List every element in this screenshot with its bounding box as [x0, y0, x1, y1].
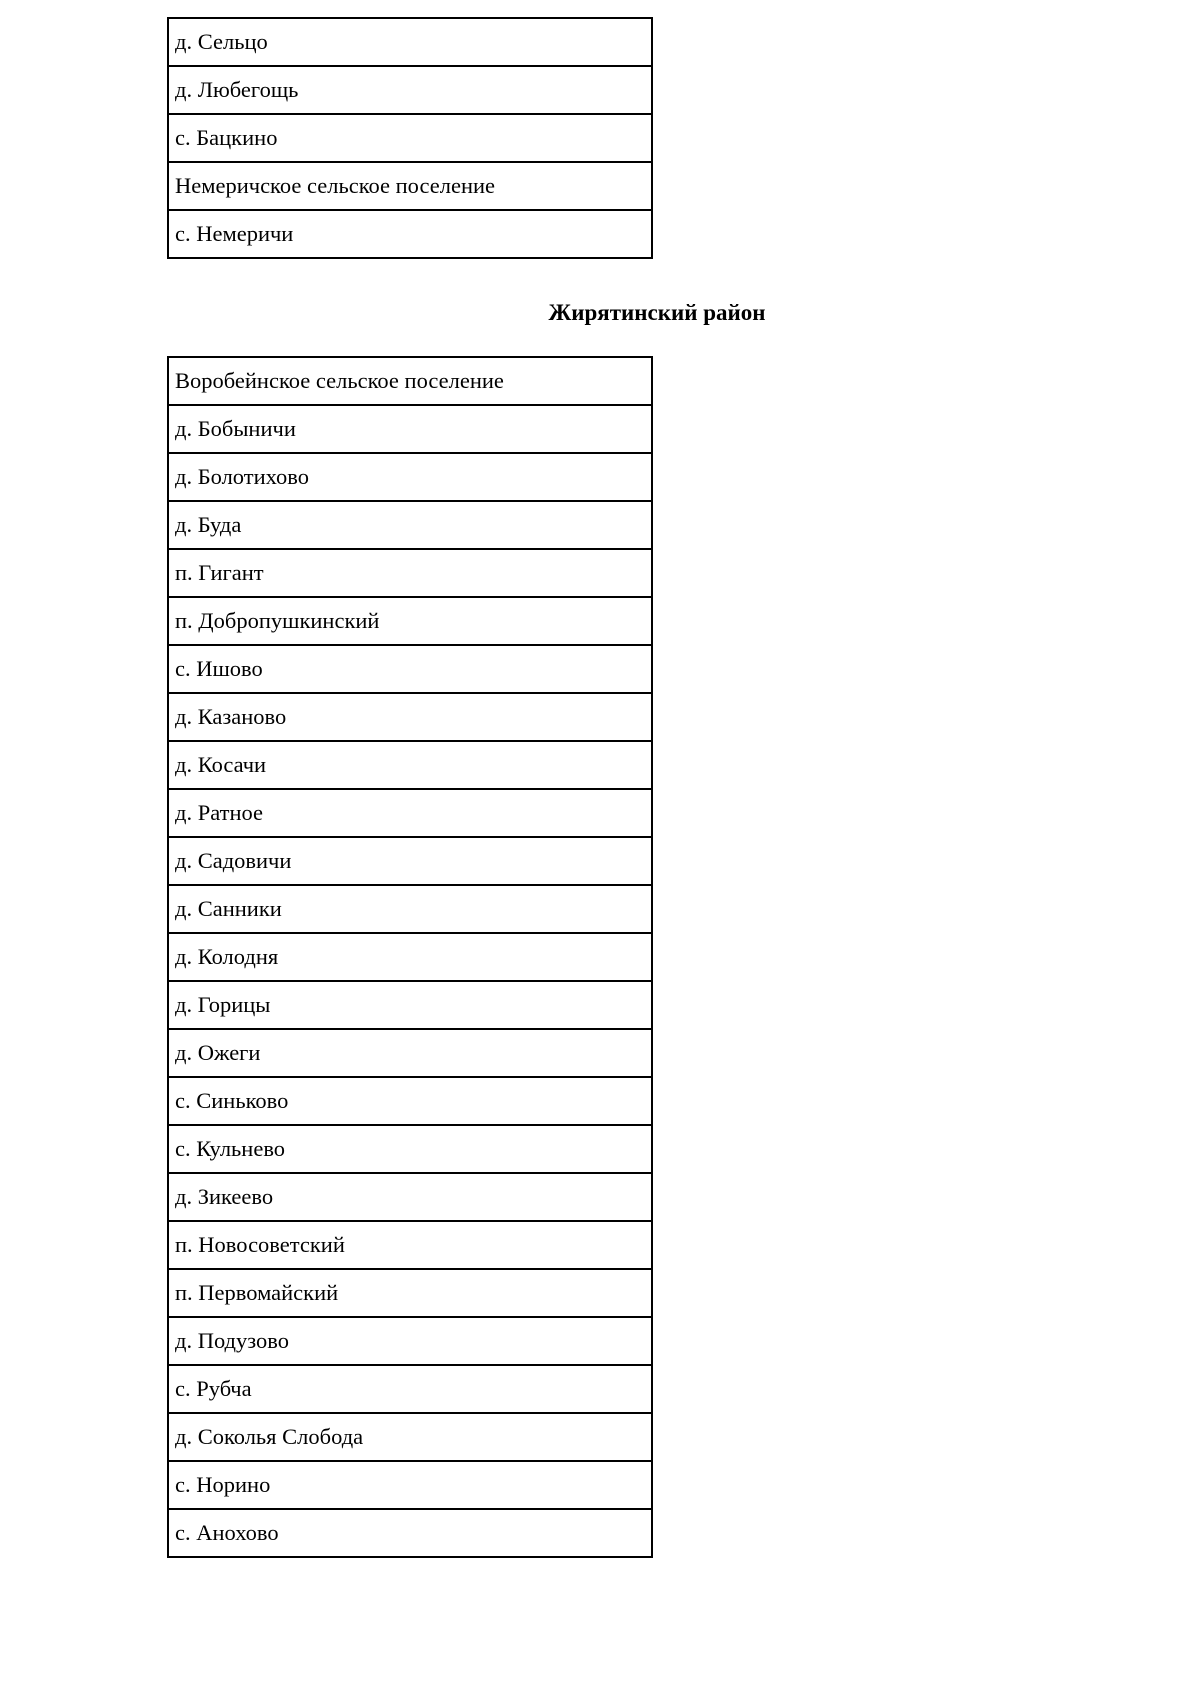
table-row	[168, 1365, 652, 1413]
table-row	[168, 1413, 652, 1461]
table-row	[168, 114, 652, 162]
table-cell: д. Казаново	[168, 693, 652, 741]
district-heading: Жирятинский район	[548, 300, 766, 325]
table-cell: с. Немеричи	[168, 210, 652, 258]
table-cell: д. Садовичи	[168, 837, 652, 885]
table-row	[168, 453, 652, 501]
table-cell: д. Горицы	[168, 981, 652, 1029]
table-cell: с. Синьково	[168, 1077, 652, 1125]
table-row	[168, 1317, 652, 1365]
table-row	[168, 1269, 652, 1317]
table-cell: с. Анохово	[168, 1509, 652, 1557]
table-row	[168, 1221, 652, 1269]
table-row	[168, 789, 652, 837]
table-row	[168, 1077, 652, 1125]
table-cell: с. Бацкино	[168, 114, 652, 162]
table-cell: п. Первомайский	[168, 1269, 652, 1317]
table-row	[168, 501, 652, 549]
table-cell: Немеричское сельское поселение	[168, 162, 652, 210]
table-row	[168, 1461, 652, 1509]
table-cell: д. Болотихово	[168, 453, 652, 501]
settlements-table	[167, 356, 653, 1558]
table-cell: д. Сельцо	[168, 18, 652, 66]
table-row	[168, 1173, 652, 1221]
table-row	[168, 741, 652, 789]
table-cell: с. Кульнево	[168, 1125, 652, 1173]
table-cell: п. Новосоветский	[168, 1221, 652, 1269]
table-row	[168, 933, 652, 981]
table-cell: п. Гигант	[168, 549, 652, 597]
table-cell: с. Ишово	[168, 645, 652, 693]
table-cell: д. Ожеги	[168, 1029, 652, 1077]
table-cell: д. Зикеево	[168, 1173, 652, 1221]
table-cell: д. Санники	[168, 885, 652, 933]
table-row	[168, 405, 652, 453]
table-row	[168, 597, 652, 645]
table-row	[168, 1509, 652, 1557]
table-row	[168, 549, 652, 597]
table-cell: д. Соколья Слобода	[168, 1413, 652, 1461]
table-row	[168, 693, 652, 741]
table-cell: д. Любегощь	[168, 66, 652, 114]
table-row	[168, 66, 652, 114]
table-cell: д. Колодня	[168, 933, 652, 981]
settlements-table-continued	[167, 17, 653, 259]
table-row	[168, 981, 652, 1029]
table-cell: д. Подузово	[168, 1317, 652, 1365]
table-row	[168, 18, 652, 66]
table-cell: с. Норино	[168, 1461, 652, 1509]
table-cell: д. Косачи	[168, 741, 652, 789]
table-row	[168, 1125, 652, 1173]
table-row	[168, 357, 652, 405]
table-row	[168, 885, 652, 933]
table-cell: с. Рубча	[168, 1365, 652, 1413]
table-cell: д. Ратное	[168, 789, 652, 837]
table-row	[168, 1029, 652, 1077]
table-cell: Воробейнское сельское поселение	[168, 357, 652, 405]
table-row	[168, 837, 652, 885]
table-row	[168, 210, 652, 258]
table-cell: д. Буда	[168, 501, 652, 549]
table-row	[168, 645, 652, 693]
table-cell: п. Добропушкинский	[168, 597, 652, 645]
table-cell: д. Бобыничи	[168, 405, 652, 453]
table-row	[168, 162, 652, 210]
